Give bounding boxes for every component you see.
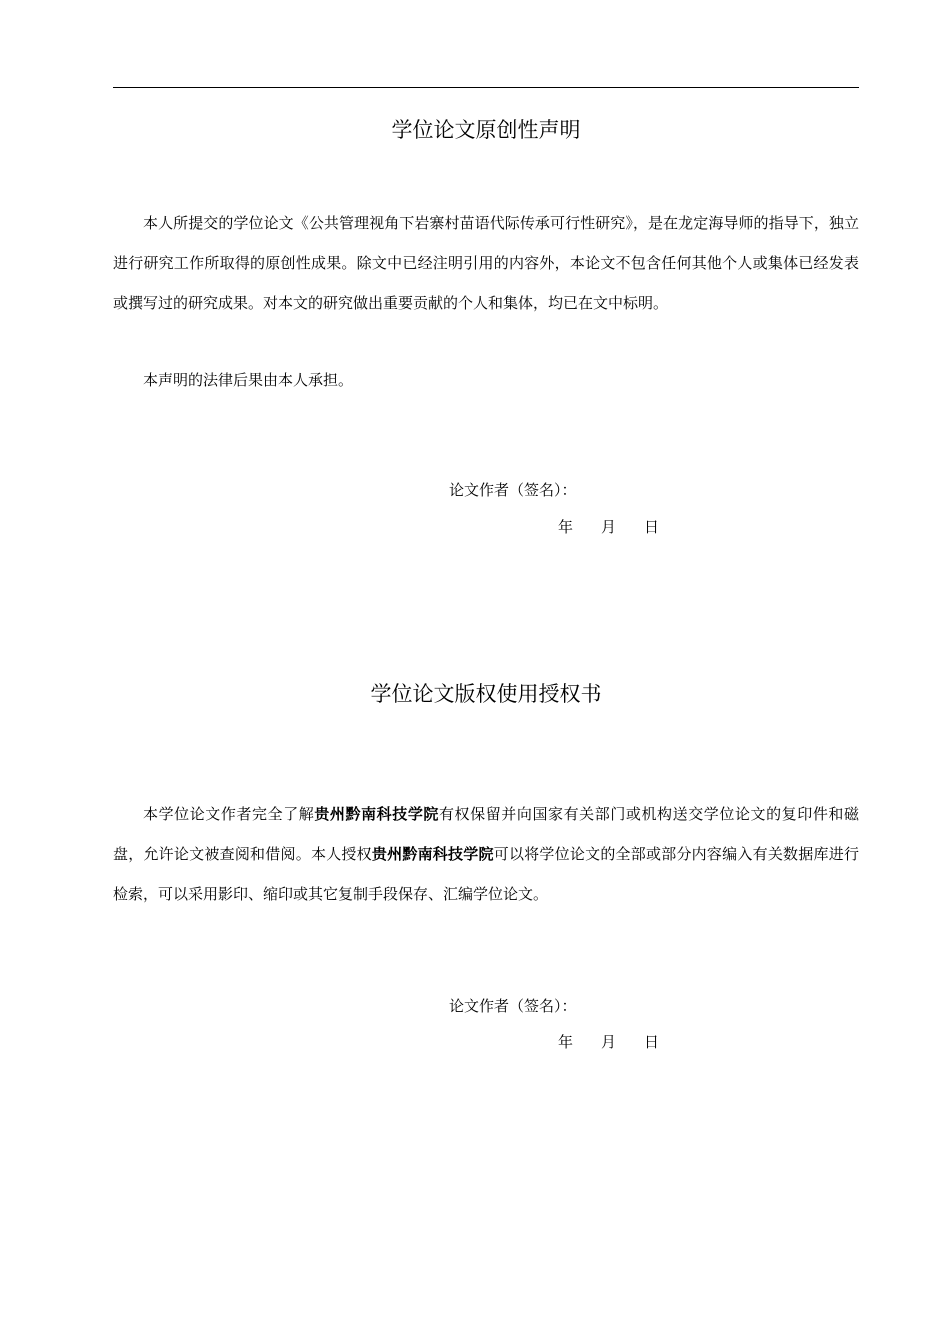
authorization-date-month: 月 [601, 1033, 617, 1051]
authorization-title: 学位论文版权使用授权书 [370, 682, 602, 706]
declaration-date-month: 月 [601, 518, 617, 536]
authorization-date-year: 年 [558, 1033, 574, 1051]
authorization-text-part3: 可以将学位论文的全部或部分内容编入有关数据库进行检索，可以采用影印、缩印或其它复制手段保存、汇编学位论文。 [113, 845, 859, 903]
authorization-text-part2: 有权保留并向国家有关部门或机构送交学位论文的复印件和磁盘，允许论文被查阅和借阅。本人授权 [113, 805, 859, 863]
declaration-date-year: 年 [558, 518, 574, 536]
institution-name: 贵州黔南科技学院 [371, 845, 494, 863]
declaration-paragraph-main: 本人所提交的学位论文《公共管理视角下岩寨村苗语代际传承可行性研究》，是在龙定海导师的指导下，独立进行研究工作所取得的原创性成果。除文中已经注明引用的内容外，本论文不包含任何其他个人或集体已经发表或撰写过的研究成果。对本文的研究做出重要贡献的个人和集体，均已在文中标明。 [113, 214, 859, 312]
declaration-signature-label: 论文作者（签名）： [449, 481, 577, 499]
authorization-date-day: 日 [644, 1033, 660, 1051]
declaration-title: 学位论文原创性声明 [391, 118, 581, 142]
authorization-signature-label: 论文作者（签名）： [449, 997, 577, 1015]
declaration-date-line [558, 515, 659, 539]
institution-name: 贵州黔南科技学院 [314, 805, 439, 823]
header-rule [113, 87, 859, 88]
declaration-paragraph-liability: 本声明的法律后果由本人承担。 [143, 371, 354, 389]
declaration-date-day: 日 [644, 518, 660, 536]
authorization-text-part1: 本学位论文作者完全了解 [143, 805, 315, 823]
authorization-paragraph [113, 794, 859, 914]
authorization-date-line [558, 1030, 659, 1054]
